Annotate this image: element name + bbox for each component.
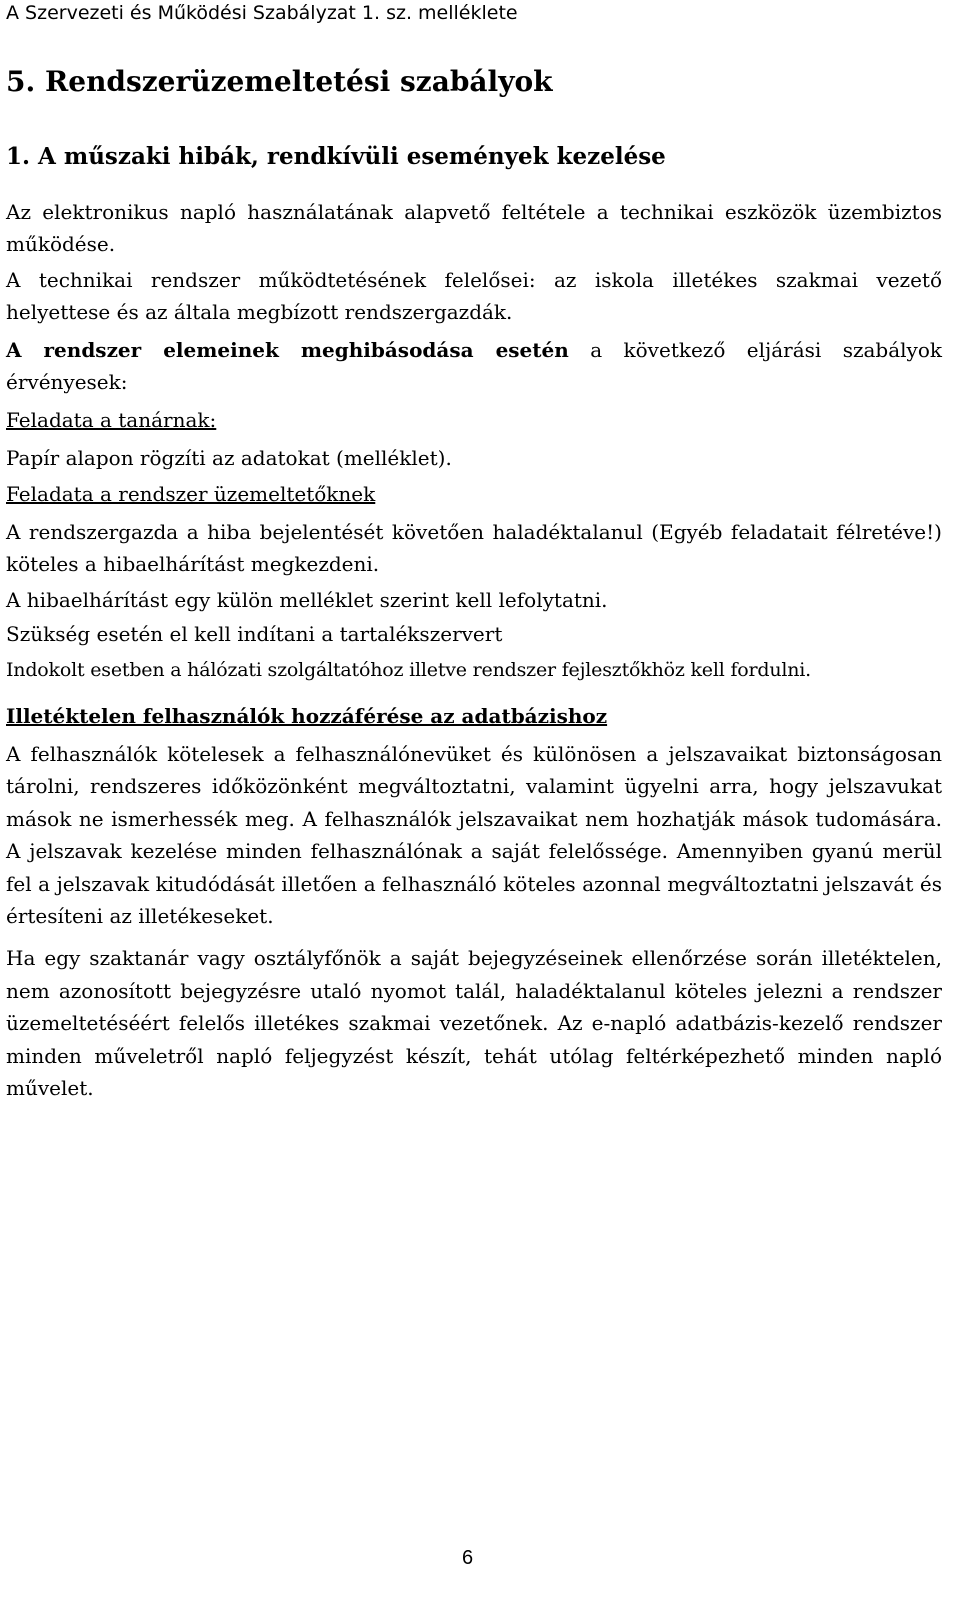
document-body	[6, 196, 942, 1104]
failure-rules-bold: A rendszer elemeinek meghibásodása esetén	[6, 338, 569, 362]
operator-task-text-2: A hibaelhárítást egy külön melléklet szerint kell lefolytatni.	[6, 588, 608, 612]
unauthorized-access-heading: Illetéktelen felhasználók hozzáférése az adatbázishoz	[6, 704, 608, 728]
section-title: 5. Rendszerüzemeltetési szabályok	[6, 65, 553, 98]
page-number: 6	[462, 1547, 474, 1569]
operator-task-text-3: Szükség esetén el kell indítani a tartalékszervert	[6, 622, 503, 646]
unauthorized-access-text-2: Ha egy szaktanár vagy osztályfőnök a saját bejegyzéseinek ellenőrzése során illetéktelen, nem azonosított bejegyzésre utaló nyomot talál, haladéktalanul köteles jelezni a rendszer üzemeltetéséért felelős illetékes szakmai vezetőnek. Az e-napló adatbázis-kezelő rendszer minden műveletről napló feljegyzést készít, tehát utólag feltérképezhető minden napló művelet.	[6, 946, 942, 1101]
failure-rules-rest: a következő eljárási szabályok érvényesek:	[6, 338, 942, 394]
teacher-task-text: Papír alapon rögzíti az adatokat (melléklet).	[6, 446, 452, 470]
operator-task-text-4: Indokolt esetben a hálózati szolgáltatóhoz illetve rendszer fejlesztőkhöz kell fordulni.	[6, 659, 812, 681]
teacher-task-heading: Feladata a tanárnak:	[6, 408, 217, 432]
document-header: A Szervezeti és Működési Szabályzat 1. sz. melléklete	[6, 2, 518, 24]
paragraph-prerequisite: Az elektronikus napló használatának alapvető feltétele a technikai eszközök üzembiztos működése.	[6, 200, 942, 256]
unauthorized-access-text-1: A felhasználók kötelesek a felhasználónevüket és különösen a jelszavaikat biztonságosan tárolni, rendszeres időközönként megváltoztatni, valamint ügyelni arra, hogy jelszavukat mások ne ismerhessék meg. A felhasználók jelszavaikat nem hozhatják mások tudomására. A jelszavak kezelése minden felhasználónak a saját felelőssége. Amennyiben gyanú merül fel a jelszavak kitudódását illetően a felhasználó köteles azonnal megváltoztatni jelszavát és értesíteni az illetékeseket.	[6, 742, 942, 929]
operator-task-heading: Feladata a rendszer üzemeltetőknek	[6, 482, 376, 506]
paragraph-responsibles: A technikai rendszer működtetésének felelősei: az iskola illetékes szakmai vezető helyettese és az általa megbízott rendszergazdák.	[6, 268, 942, 324]
paragraph-failure-rules	[6, 334, 942, 398]
subsection-title: 1. A műszaki hibák, rendkívüli események kezelése	[6, 143, 666, 170]
operator-task-text-1: A rendszergazda a hiba bejelentését követően haladéktalanul (Egyéb feladatait félretéve!) köteles a hibaelhárítást megkezdeni.	[6, 520, 942, 576]
